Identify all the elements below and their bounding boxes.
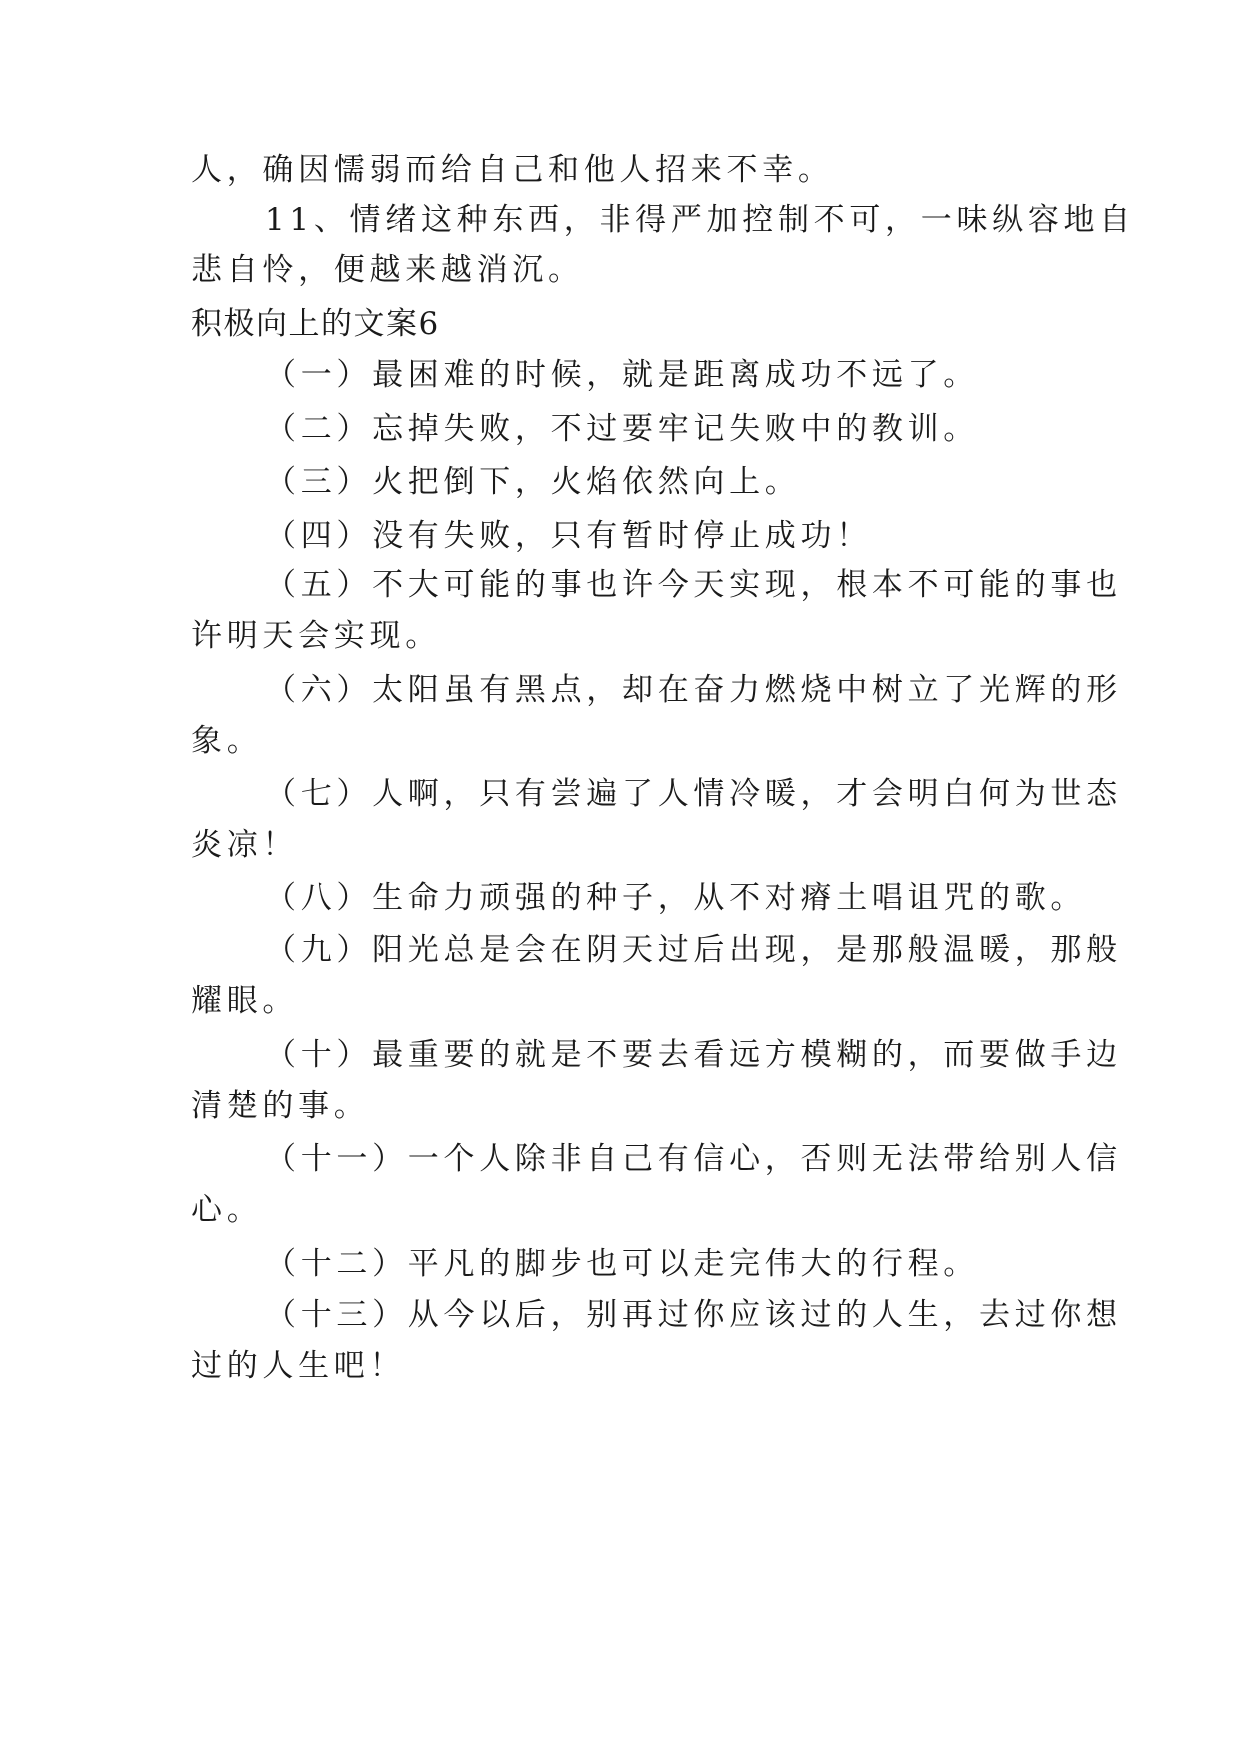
list-item: （九）阳光总是会在阴天过后出现，是那般温暖，那般: [265, 932, 1122, 968]
list-item: （十三）从今以后，别再过你应该过的人生，去过你想: [265, 1297, 1122, 1333]
paragraph-line: 悲自怜，便越来越消沉。: [191, 252, 584, 288]
list-item: （十二）平凡的脚步也可以走完伟大的行程。: [265, 1246, 979, 1282]
list-item: （十）最重要的就是不要去看远方模糊的，而要做手边: [265, 1037, 1122, 1073]
list-item: （二）忘掉失败，不过要牢记失败中的教训。: [265, 411, 979, 447]
list-item: （八）生命力顽强的种子，从不对瘠土唱诅咒的歌。: [265, 880, 1087, 916]
list-item-continuation: 耀眼。: [191, 983, 299, 1019]
list-item-continuation: 清楚的事。: [191, 1088, 370, 1124]
paragraph-line: 人，确因懦弱而给自己和他人招来不幸。: [191, 152, 834, 188]
list-item-continuation: 许明天会实现。: [191, 618, 441, 654]
list-item: （一）最困难的时候，就是距离成功不远了。: [265, 357, 979, 393]
list-item-continuation: 过的人生吧！: [191, 1348, 406, 1384]
list-item: （六）太阳虽有黑点，却在奋力燃烧中树立了光辉的形: [265, 672, 1122, 708]
paragraph-line: 11、情绪这种东西，非得严加控制不可，一味纵容地自: [265, 202, 1135, 238]
list-item-continuation: 心。: [191, 1192, 263, 1228]
list-item-continuation: 炎凉！: [191, 827, 299, 863]
section-heading: 积极向上的文案6: [191, 306, 440, 342]
list-item: （四）没有失败，只有暂时停止成功！: [265, 518, 872, 554]
list-item: （七）人啊，只有尝遍了人情冷暖，才会明白何为世态: [265, 776, 1122, 812]
list-item-continuation: 象。: [191, 723, 263, 759]
list-item: （十一）一个人除非自己有信心，否则无法带给别人信: [265, 1141, 1122, 1177]
list-item: （五）不大可能的事也许今天实现，根本不可能的事也: [265, 567, 1122, 603]
list-item: （三）火把倒下，火焰依然向上。: [265, 464, 801, 500]
